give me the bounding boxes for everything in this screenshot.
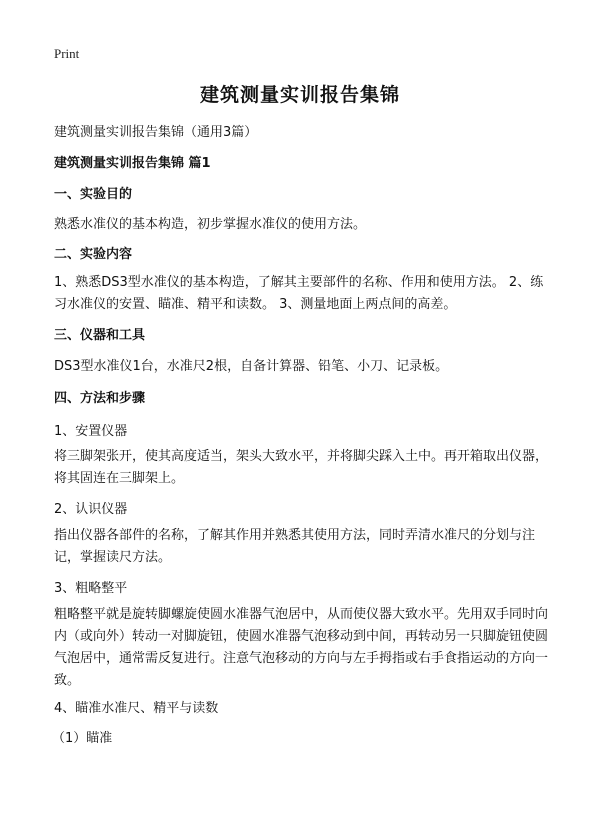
step-heading-identify: 2、认识仪器 [54,502,128,517]
step-heading-leveling: 3、粗略整平 [54,581,128,596]
step-text-setup: 将三脚架张开，使其高度适当，架头大致水平，并将脚尖踩入土中。再开箱取出仪器，将其固连在三脚架上。 [54,449,549,486]
section-text-purpose: 熟悉水准仪的基本构造，初步掌握水准仪的使用方法。 [54,217,367,232]
step-heading-setup: 1、安置仪器 [54,424,128,439]
section-text-tools: DS3型水准仪1台，水准尺2根，自备计算器、铅笔、小刀、记录板。 [54,359,449,374]
print-link[interactable]: Print [54,46,80,61]
step-subheading-aim: （1）瞄准 [52,731,113,746]
document-subtitle: 建筑测量实训报告集锦（通用3篇） [54,125,258,140]
section-heading-tools: 三、仪器和工具 [54,328,146,343]
section-heading-purpose: 一、实验目的 [54,187,133,202]
section-heading-content: 二、实验内容 [54,247,133,262]
step-heading-sighting: 4、瞄准水准尺、精平与读数 [54,701,219,716]
step-text-leveling: 粗略整平就是旋转脚螺旋使圆水准器气泡居中，从而使仪器大致水平。先用双手同时向内（或向外）转动一对脚旋钮，使圆水准器气泡移动到中间，再转动另一只脚旋钮使圆气泡居中，通常需反复进行。注意气泡移动的方向与左手拇指或右手食指运动的方向一致。 [54,607,549,688]
page-title: 建筑测量实训报告集锦 [199,84,400,106]
section-text-content: 1、熟悉DS3型水准仪的基本构造，了解其主要部件的名称、作用和使用方法。 2、练习水准仪的安置、瞄准、精平和读数。 3、测量地面上两点间的高差。 [54,275,544,312]
section-heading-method: 四、方法和步骤 [54,391,146,406]
article-heading: 建筑测量实训报告集锦 篇1 [54,156,211,171]
step-text-identify: 指出仪器各部件的名称，了解其作用并熟悉其使用方法，同时弄清水准尺的分划与注记，掌握读尺方法。 [54,528,536,565]
